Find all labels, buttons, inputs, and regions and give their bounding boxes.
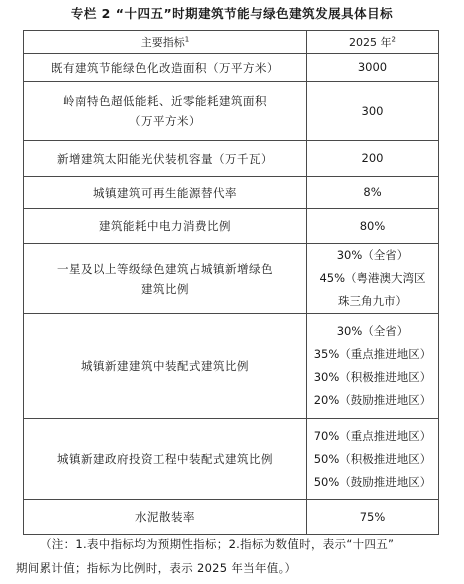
table-row — [24, 244, 439, 314]
target-value: 70%（重点推进地区） — [313, 428, 432, 443]
target-value: 80% — [359, 218, 386, 233]
target-value: 200 — [361, 151, 384, 165]
indicator-text: 水泥散装率 — [135, 510, 195, 524]
indicator-cell — [24, 314, 307, 419]
target-value: 8% — [363, 185, 382, 199]
target-value-cell — [307, 82, 439, 141]
indicator-text: 既有建筑节能绿色化改造面积（万平方米） — [51, 60, 279, 75]
target-value-cell — [307, 177, 439, 209]
target-value: 300 — [361, 103, 384, 118]
target-value-cell — [307, 244, 439, 314]
footnote-line-2: 期间累计值；指标为比例时，表示 2025 年当年值。） — [16, 561, 297, 575]
indicator-cell — [24, 177, 307, 209]
target-value: 35%（重点推进地区） — [313, 347, 432, 361]
target-value: 75% — [359, 509, 386, 524]
table-row — [24, 500, 439, 535]
target-value: 45%（粤港澳大湾区 — [319, 271, 426, 285]
target-value-cell — [307, 141, 439, 177]
target-value: 3000 — [357, 60, 388, 74]
target-value-cell — [307, 500, 439, 535]
indicator-cell — [24, 500, 307, 535]
footnote-line-1: （注：1.表中指标均为预期性指标；2.指标为数值时，表示“十四五” — [40, 537, 395, 551]
target-value-cell — [307, 419, 439, 500]
targets-table — [23, 30, 439, 535]
table-row — [24, 141, 439, 177]
target-value: 50%（积极推进地区） — [313, 451, 432, 466]
indicator-cell — [24, 82, 307, 141]
indicator-cell — [24, 419, 307, 500]
header-indicator: 主要指标$^1$ — [24, 31, 307, 54]
indicator-text: 建筑能耗中电力消费比例 — [99, 219, 231, 233]
target-value: 30%（积极推进地区） — [313, 370, 432, 384]
target-value-cell — [307, 54, 439, 82]
indicator-text: 新增建筑太阳能光伏装机容量（万千瓦） — [57, 151, 273, 166]
column-title: 专栏 2 “十四五”时期建筑节能与绿色建筑发展具体目标 — [70, 6, 394, 21]
target-value: 50%（鼓励推进地区） — [313, 474, 432, 489]
indicator-cell — [24, 141, 307, 177]
table-row — [24, 177, 439, 209]
target-value: 珠三角九市） — [338, 294, 407, 308]
header-target-year: 2025 年$^2$ — [307, 31, 439, 54]
table-row — [24, 209, 439, 244]
indicator-text: 城镇建筑可再生能源替代率 — [93, 185, 237, 200]
indicator-text: 建筑比例 — [141, 281, 189, 296]
target-value-cell — [307, 209, 439, 244]
table-row — [24, 314, 439, 419]
target-value: 30%（全省） — [336, 248, 409, 262]
table-row — [24, 419, 439, 500]
indicator-text: （万平方米） — [129, 114, 201, 128]
table-row — [24, 82, 439, 141]
indicator-cell — [24, 209, 307, 244]
table-row — [24, 54, 439, 82]
table-footnote — [0, 532, 464, 580]
indicator-text: 城镇新建政府投资工程中装配式建筑比例 — [57, 452, 273, 466]
target-value: 30%（全省） — [336, 324, 409, 338]
target-value: 20%（鼓励推进地区） — [313, 393, 432, 407]
indicator-text: 一星及以上等级绿色建筑占城镇新增绿色 — [57, 261, 273, 276]
indicator-cell — [24, 54, 307, 82]
indicator-cell — [24, 244, 307, 314]
indicator-text: 城镇新建建筑中装配式建筑比例 — [81, 359, 249, 373]
indicator-text: 岭南特色超低能耗、近零能耗建筑面积 — [63, 94, 267, 108]
table-header-row — [24, 31, 439, 54]
target-value-cell — [307, 314, 439, 419]
